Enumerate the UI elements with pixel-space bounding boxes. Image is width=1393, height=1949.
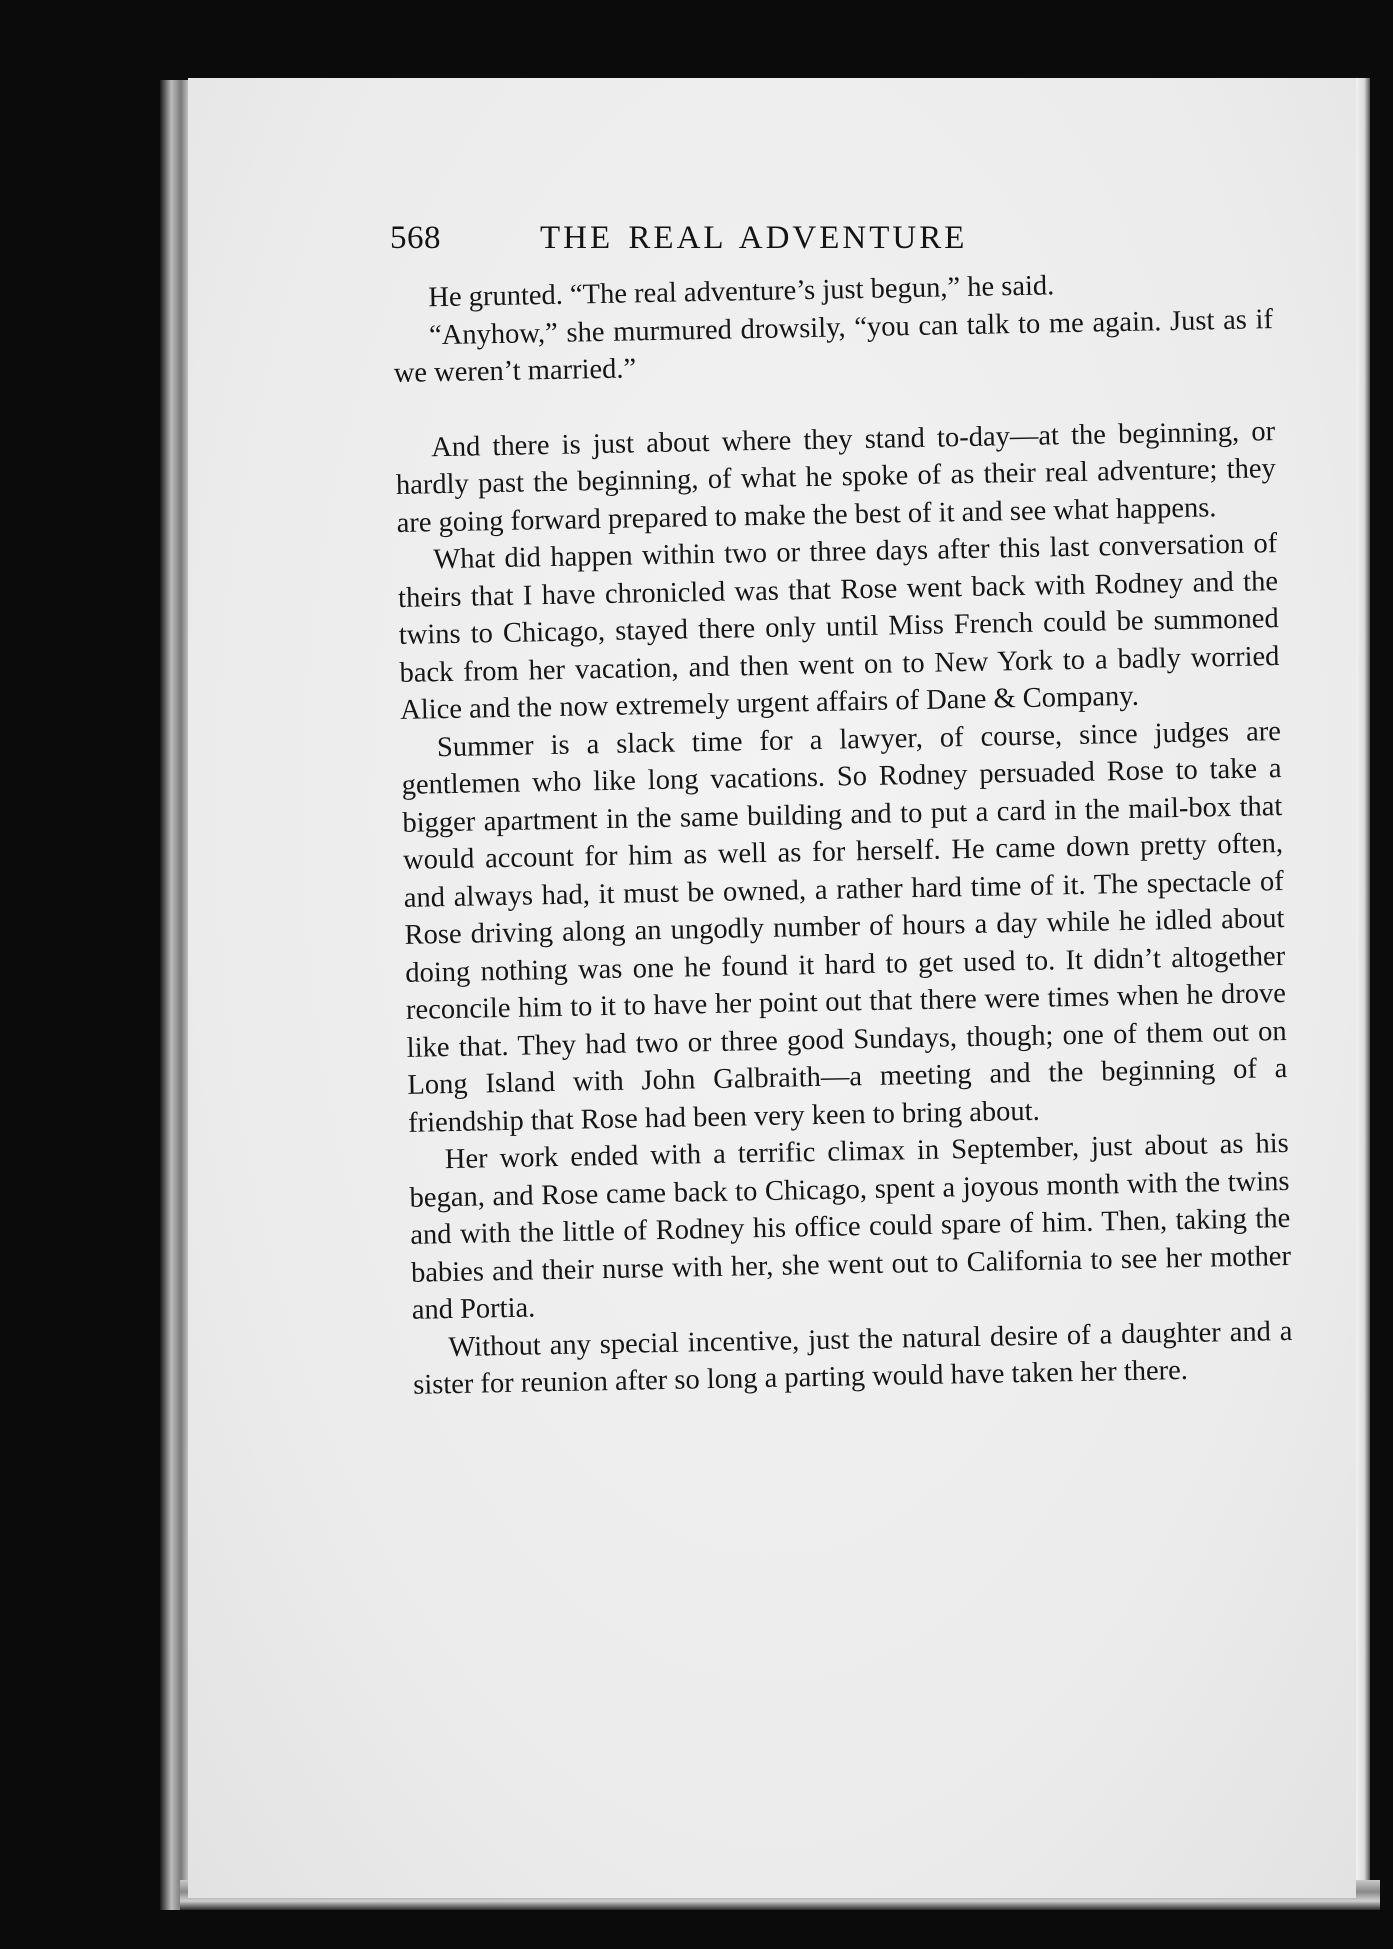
paragraph: He grunted. “The real adventure’s just begun,” he said. — [428, 270, 1055, 314]
paragraph: What did happen within two or three days after this last conversation of theirs that I have chronicled was that Rose went back with Rodney and the twins to Chicago, stayed there only until Miss French could be summoned back from her vacation, and then went on to New York to a badly worried Alice and the now extremely urgent affairs of Dane & Company. — [397, 528, 1280, 726]
page-body-text — [392, 263, 1293, 1404]
paragraph: Without any special incentive, just the natural desire of a daughter and a sister for reunion after so long a parting would have taken her there. — [412, 1315, 1293, 1401]
page-number: 568 — [390, 220, 441, 256]
paragraph: And there is just about where they stand to-day—at the beginning, or hardly past the beginning, of what he spoke of as their real adventure; they are going forward prepared to make the best of it and see what happens. — [395, 415, 1277, 539]
paragraph: “Anyhow,” she murmured drowsily, “you can talk to me again. Just as if we weren’t married.” — [393, 303, 1274, 389]
adjacent-page-edge — [1356, 78, 1370, 1908]
page-header — [390, 210, 1090, 260]
paragraph: Her work ended with a terrific climax in September, just about as his began, and Rose came back to Chicago, spent a joyous month with the twins and with the little of Rodney his office could spare of him. Then, taking the babies and their nurse with her, she went out to California to see her mother and Portia. — [409, 1127, 1292, 1326]
paragraph: Summer is a slack time for a lawyer, of course, since judges are gentlemen who like long vacations. So Rodney persuaded Rose to take a bigger apartment in the same building and to put a card in the mail-box that would account for him as well as for herself. He came down pretty often, and always had, it must be owned, a rather hard time of it. The spectacle of Rose driving along an ungodly number of hours a day while he idled about doing nothing was one he found it hard to get used to. It didn’t altogether reconcile him to it to have her point out that there were times when he drove like that. They had two or three good Sundays, though; one of them out on Long Island with John Galbraith—a meeting and the beginning of a friendship that Rose had been very keen to bring about. — [401, 715, 1288, 1139]
running-title: THE REAL ADVENTURE — [540, 220, 968, 256]
